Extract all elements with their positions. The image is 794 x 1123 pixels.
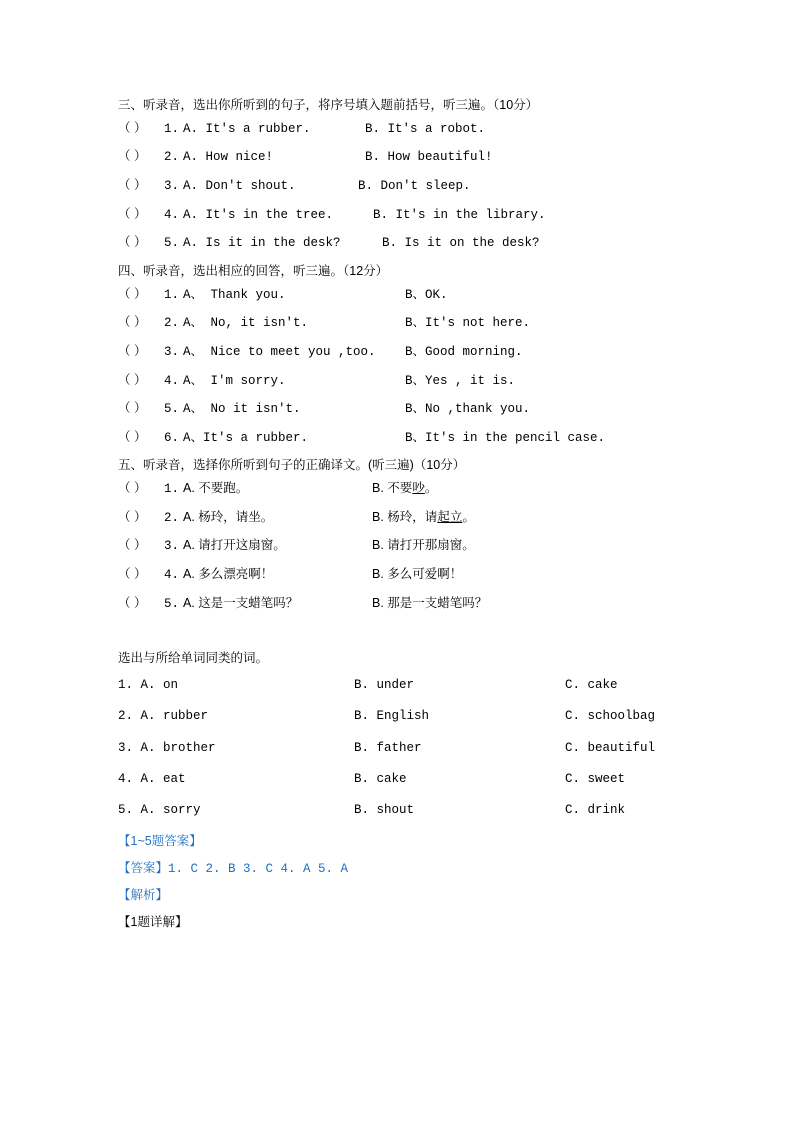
question-number: 3. [164, 539, 180, 554]
option-b[interactable]: B、Good morning. [405, 344, 523, 359]
option-b[interactable] [372, 508, 475, 526]
option-a[interactable]: A. 不要跑。 [183, 481, 249, 496]
question-number: 4. [164, 568, 180, 582]
option-b[interactable]: B、It's not here. [405, 316, 531, 331]
option-a[interactable]: A. It's a rubber. [183, 121, 311, 136]
question-row [118, 479, 676, 498]
word-option-b[interactable]: B. under [354, 678, 415, 693]
analysis-label-row [118, 886, 676, 905]
option-b-prefix: B. 不要 [372, 481, 413, 496]
answer-bracket[interactable]: （ ） [118, 509, 147, 524]
option-a[interactable]: A. 多么漂亮啊！ [183, 567, 274, 581]
section-word-classification [118, 648, 676, 819]
answer-bracket[interactable]: （ ） [118, 429, 147, 444]
answer-label: 【答案】 [118, 860, 169, 875]
question-row [118, 399, 676, 418]
question-row [118, 371, 676, 390]
option-a[interactable]: A、It's a rubber. [183, 430, 309, 445]
option-b-underlined: 吵 [412, 481, 425, 496]
question-row [118, 205, 676, 224]
answer-bracket[interactable]: （ ） [118, 149, 147, 164]
answer-bracket[interactable]: （ ） [118, 286, 147, 301]
option-b[interactable]: B、Yes , it is. [405, 373, 516, 388]
section-listening-3 [118, 96, 676, 252]
question-number: 5. [164, 596, 180, 611]
answer-bracket[interactable]: （ ） [118, 343, 147, 358]
question-row [118, 342, 676, 361]
question-number: 3. [164, 344, 180, 359]
option-b[interactable]: B. 多么可爱啊！ [372, 567, 463, 581]
question-number: 6. [164, 430, 180, 445]
option-b[interactable] [372, 479, 437, 497]
option-b[interactable]: B、OK. [405, 287, 448, 302]
detail-label: 【1题详解】 [118, 915, 188, 930]
option-b-suffix: 。 [424, 481, 438, 496]
question-number: 4. [164, 373, 180, 388]
question-row [118, 176, 676, 195]
word-option-b[interactable]: B. father [354, 740, 422, 755]
option-a[interactable]: A. Is it in the desk? [183, 236, 341, 251]
answer-bracket[interactable]: （ ） [118, 120, 147, 135]
answer-bracket[interactable]: （ ） [118, 481, 147, 496]
option-b[interactable]: B. It's in the library. [373, 207, 546, 222]
answer-bracket[interactable]: （ ） [118, 372, 147, 387]
question-number: 2. [164, 510, 180, 525]
section-spacer [118, 622, 676, 648]
word-row [118, 770, 676, 788]
word-option-a[interactable]: 3. A. brother [118, 740, 216, 755]
word-option-c[interactable]: C. cake [565, 678, 618, 693]
question-number: 3. [164, 179, 180, 193]
word-option-a[interactable]: 5. A. sorry [118, 802, 201, 817]
word-option-b[interactable]: B. shout [354, 802, 415, 817]
word-row [118, 707, 676, 725]
question-row [118, 285, 676, 304]
answer-values: 1. C 2. B 3. C 4. A 5. A [168, 861, 349, 876]
option-a[interactable]: A. How nice! [183, 150, 274, 165]
section-3-title: 三、听录音，选出你所听到的句子，将序号填入题前括号，听三遍。（10分） [118, 98, 539, 112]
option-b[interactable]: B. 请打开那扇窗。 [372, 538, 475, 553]
option-b[interactable]: B. How beautiful! [365, 150, 493, 165]
word-option-c[interactable]: C. schoolbag [565, 709, 656, 724]
word-row [118, 739, 676, 757]
word-option-c[interactable]: C. drink [565, 802, 626, 817]
word-option-b[interactable]: B. English [354, 709, 430, 724]
option-b-underlined: 起立 [437, 509, 463, 524]
word-row [118, 801, 676, 819]
word-section-heading: 选出与所给单词同类的词。 [118, 651, 269, 666]
section-listening-5 [118, 456, 676, 612]
option-a[interactable]: A. 请打开这扇窗。 [183, 538, 286, 553]
question-row [118, 594, 676, 613]
question-row [118, 508, 676, 527]
option-a[interactable]: A、 I'm sorry. [183, 373, 286, 388]
word-option-a[interactable]: 2. A. rubber [118, 709, 209, 724]
question-row [118, 119, 676, 138]
answer-range-text: 【1~5题答案】 [118, 833, 202, 848]
question-number: 2. [164, 150, 180, 165]
word-option-a[interactable]: 4. A. eat [118, 771, 186, 786]
option-b[interactable]: B. It's a robot. [365, 121, 486, 136]
answer-bracket[interactable]: （ ） [118, 538, 147, 553]
detail-label-row [118, 913, 676, 932]
analysis-label: 【解析】 [118, 888, 169, 903]
question-number: 1. [164, 287, 180, 302]
answer-bracket[interactable]: （ ） [118, 315, 147, 330]
question-number: 1. [164, 482, 180, 497]
answer-row [118, 859, 676, 879]
answer-bracket[interactable]: （ ） [118, 567, 147, 581]
question-number: 5. [164, 236, 180, 251]
section-5-title: 五、听录音，选择你所听到句子的正确译文。(听三遍)（10分） [118, 458, 466, 473]
option-b[interactable]: B. Don't sleep. [358, 179, 471, 193]
section-listening-4 [118, 262, 676, 447]
option-b[interactable]: B、No ,thank you. [405, 402, 531, 417]
word-option-a[interactable]: 1. A. on [118, 678, 179, 693]
question-row [118, 313, 676, 332]
question-row [118, 428, 676, 447]
question-row [118, 147, 676, 166]
option-a[interactable]: A. It's in the tree. [183, 207, 334, 222]
option-b[interactable]: B、It's in the pencil case. [405, 430, 606, 445]
option-a[interactable]: A、 Nice to meet you ,too. [183, 344, 376, 359]
question-number: 2. [164, 316, 180, 331]
question-row [118, 233, 676, 252]
word-option-c[interactable]: C. sweet [565, 771, 626, 786]
answer-block [118, 832, 676, 932]
option-b[interactable]: B. 那是一支蜡笔吗？ [372, 595, 488, 610]
option-b-suffix: 。 [462, 509, 475, 524]
answer-bracket[interactable]: （ ） [118, 178, 147, 192]
option-b[interactable]: B. Is it on the desk? [382, 236, 540, 251]
answer-bracket[interactable]: （ ） [118, 235, 147, 250]
question-number: 5. [164, 402, 180, 417]
question-row [118, 536, 676, 555]
answer-bracket[interactable]: （ ） [118, 206, 147, 221]
question-number: 4. [164, 207, 180, 222]
word-option-b[interactable]: B. cake [354, 771, 407, 786]
option-a[interactable]: A. 杨玲，请坐。 [183, 509, 274, 524]
option-a[interactable]: A. Don't shout. [183, 179, 296, 193]
answer-range-label [118, 832, 676, 851]
option-b-prefix: B. 杨玲，请 [372, 509, 438, 524]
answer-bracket[interactable]: （ ） [118, 401, 147, 416]
question-number: 1. [164, 121, 180, 136]
word-option-c[interactable]: C. beautiful [565, 740, 656, 755]
word-row [118, 676, 676, 694]
option-a[interactable]: A. 这是一支蜡笔吗？ [183, 595, 299, 610]
option-a[interactable]: A、 No it isn't. [183, 402, 301, 417]
question-row [118, 565, 676, 584]
section-4-title: 四、听录音，选出相应的回答，听三遍。（12分） [118, 263, 389, 278]
option-a[interactable]: A、 Thank you. [183, 287, 286, 302]
option-a[interactable]: A、 No, it isn't. [183, 316, 309, 331]
answer-bracket[interactable]: （ ） [118, 595, 147, 610]
